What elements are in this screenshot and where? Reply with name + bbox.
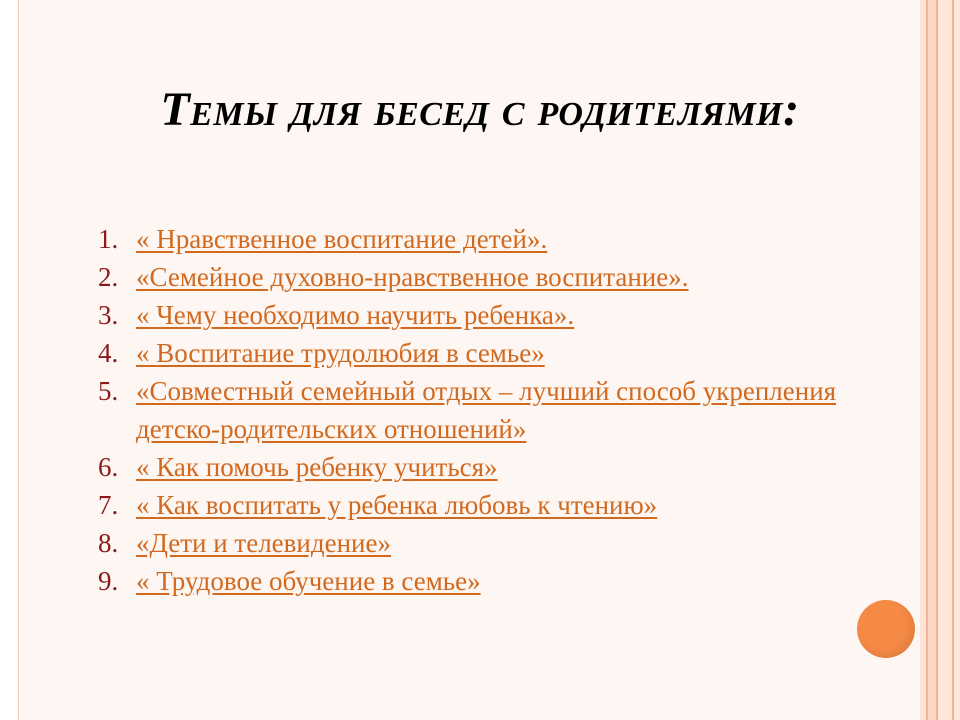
- decorative-circle-icon: [857, 600, 915, 658]
- item-number: 2.: [98, 262, 119, 292]
- topic-link[interactable]: « Чему необходимо научить ребенка».: [136, 300, 575, 330]
- slide-title: Темы для бесед с родителями:: [160, 83, 800, 136]
- item-number: 8.: [98, 528, 119, 558]
- list-item: [98, 296, 878, 334]
- topic-link[interactable]: « Как помочь ребенку учиться»: [136, 452, 498, 482]
- list-item: [98, 486, 878, 524]
- topic-link[interactable]: « Нравственное воспитание детей».: [136, 224, 548, 254]
- list-item: [98, 448, 878, 486]
- item-number: 3.: [98, 300, 119, 330]
- item-number: 4.: [98, 338, 119, 368]
- topic-link[interactable]: « Как воспитать у ребенка любовь к чтению»: [136, 490, 658, 520]
- list-item: [98, 258, 878, 296]
- topic-link[interactable]: « Воспитание трудолюбия в семье»: [136, 338, 545, 368]
- list-item: [98, 220, 878, 258]
- topic-link[interactable]: «Совместный семейный отдых – лучший способ укрепления детско-родительских отношений»: [136, 376, 837, 444]
- item-number: 7.: [98, 490, 119, 520]
- list-item: [98, 372, 878, 448]
- item-number: 1.: [98, 224, 119, 254]
- topic-link[interactable]: «Дети и телевидение»: [136, 528, 391, 558]
- topic-link[interactable]: « Трудовое обучение в семье»: [136, 566, 481, 596]
- list-item: [98, 334, 878, 372]
- list-item: [98, 562, 878, 600]
- item-number: 5.: [98, 376, 119, 406]
- item-number: 6.: [98, 452, 119, 482]
- topic-list: [98, 220, 878, 600]
- item-number: 9.: [98, 566, 119, 596]
- topic-link[interactable]: «Семейное духовно-нравственное воспитание».: [136, 262, 689, 292]
- list-item: [98, 524, 878, 562]
